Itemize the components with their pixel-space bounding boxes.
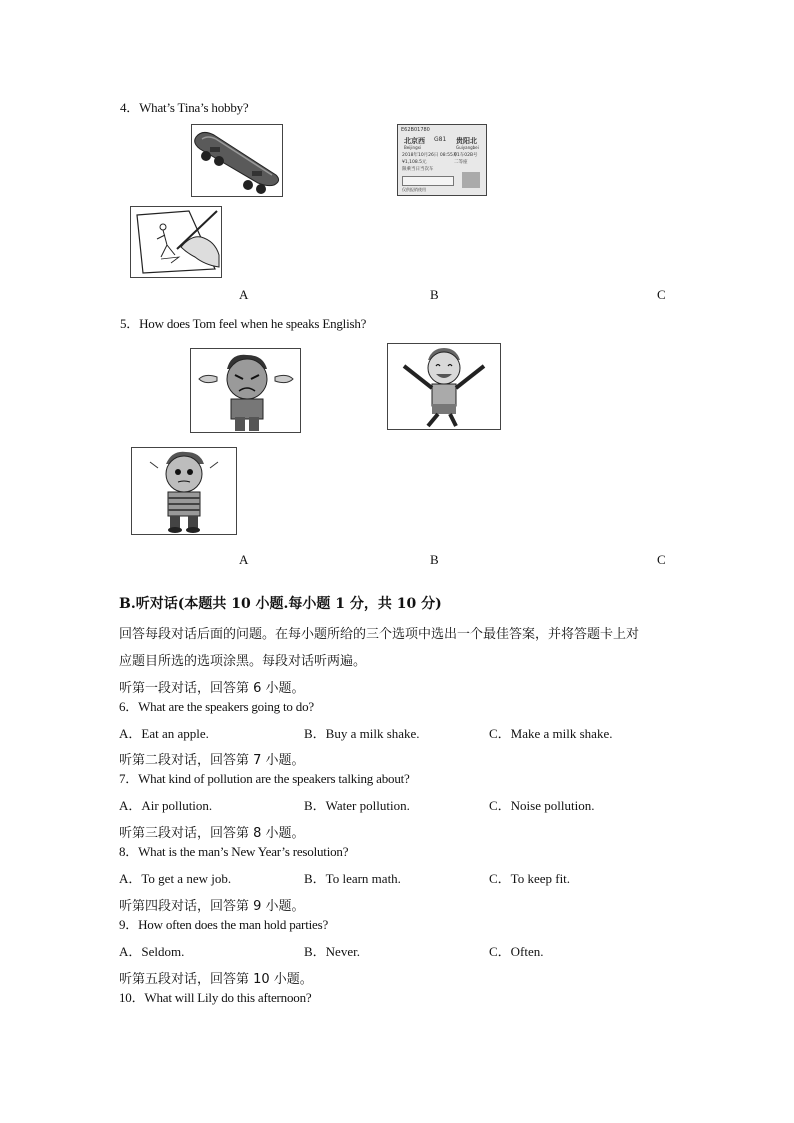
section-b-instruction-line-1: 回答每段对话后面的问题。在每小题所给的三个选项中选出一个最佳答案，并将答题卡上对: [119, 627, 640, 642]
question-8: 8．What is the man’s New Year’s resolution?: [119, 844, 349, 859]
ticket-footer: 仅供报销使用: [402, 187, 426, 192]
drawing-image[interactable]: [130, 206, 222, 278]
ticket-seat: 01车02B号: [454, 153, 478, 158]
question-7: 7．What kind of pollution are the speakers talking about?: [119, 771, 410, 786]
q7-option-b[interactable]: B．Water pollution.: [304, 798, 410, 813]
q7-option-c[interactable]: C．Noise pollution.: [489, 798, 595, 813]
q4-option-b-label: B: [430, 287, 439, 302]
q6-option-c[interactable]: C．Make a milk shake.: [489, 726, 613, 741]
dialog-1-intro: 听第一段对话，回答第 6 小题。: [119, 681, 305, 696]
ticket-to-pinyin: Guiyangbei: [456, 145, 479, 150]
q9-option-a[interactable]: A．Seldom.: [119, 944, 185, 959]
q7-option-a[interactable]: A．Air pollution.: [119, 798, 213, 813]
ticket-train: G81: [434, 136, 447, 143]
ticket-to: 贵阳北: [456, 137, 477, 145]
question-10: 10．What will Lily do this afternoon?: [119, 990, 312, 1005]
angry-boy-image[interactable]: [190, 348, 301, 433]
q4-option-c-label: C: [657, 287, 666, 302]
q6-option-b[interactable]: B．Buy a milk shake.: [304, 726, 420, 741]
ticket-from: 北京西: [404, 137, 425, 145]
ticket-note: 限乘当日当次车: [402, 167, 434, 172]
section-b-instruction-line-2: 应题目所选的选项涂黑。每段对话听两遍。: [119, 654, 367, 669]
nervous-boy-image[interactable]: [131, 447, 237, 535]
section-b-title: B.听对话(本题共 10 小题.每小题 1 分，共 10 分): [119, 596, 442, 612]
dialog-2-intro: 听第二段对话，回答第 7 小题。: [119, 753, 305, 768]
ticket-date: 2018年10月26日 08:55开: [402, 153, 458, 158]
question-9: 9．How often does the man hold parties?: [119, 917, 329, 932]
q8-option-c[interactable]: C．To keep fit.: [489, 871, 571, 886]
q9-option-c[interactable]: C．Often.: [489, 944, 544, 959]
ticket-qr-code: [462, 172, 480, 188]
question-5: 5．How does Tom feel when he speaks English?: [120, 316, 367, 331]
dialog-3-intro: 听第三段对话，回答第 8 小题。: [119, 826, 305, 841]
skateboard-image[interactable]: [191, 124, 283, 197]
ticket-code: E62B01780: [401, 127, 430, 133]
q5-option-a-label: A: [239, 552, 249, 567]
q8-option-a[interactable]: A．To get a new job.: [119, 871, 232, 886]
q6-option-a[interactable]: A．Eat an apple.: [119, 726, 209, 741]
q4-option-a-label: A: [239, 287, 249, 302]
ticket-from-pinyin: Beijingxi: [404, 145, 422, 150]
train-ticket-image[interactable]: [397, 124, 487, 196]
q8-option-b[interactable]: B．To learn math.: [304, 871, 401, 886]
q5-option-b-label: B: [430, 552, 439, 567]
happy-boy-image[interactable]: [387, 343, 501, 430]
question-6: 6．What are the speakers going to do?: [119, 699, 314, 714]
dialog-4-intro: 听第四段对话，回答第 9 小题。: [119, 899, 305, 914]
question-4: 4．What’s Tina’s hobby?: [120, 100, 249, 115]
q5-option-c-label: C: [657, 552, 666, 567]
ticket-class: 二等座: [454, 160, 468, 165]
ticket-info-box: [402, 176, 454, 186]
q9-option-b[interactable]: B．Never.: [304, 944, 360, 959]
ticket-price: ¥1,108.5元: [402, 160, 427, 165]
dialog-5-intro: 听第五段对话，回答第 10 小题。: [119, 972, 313, 987]
